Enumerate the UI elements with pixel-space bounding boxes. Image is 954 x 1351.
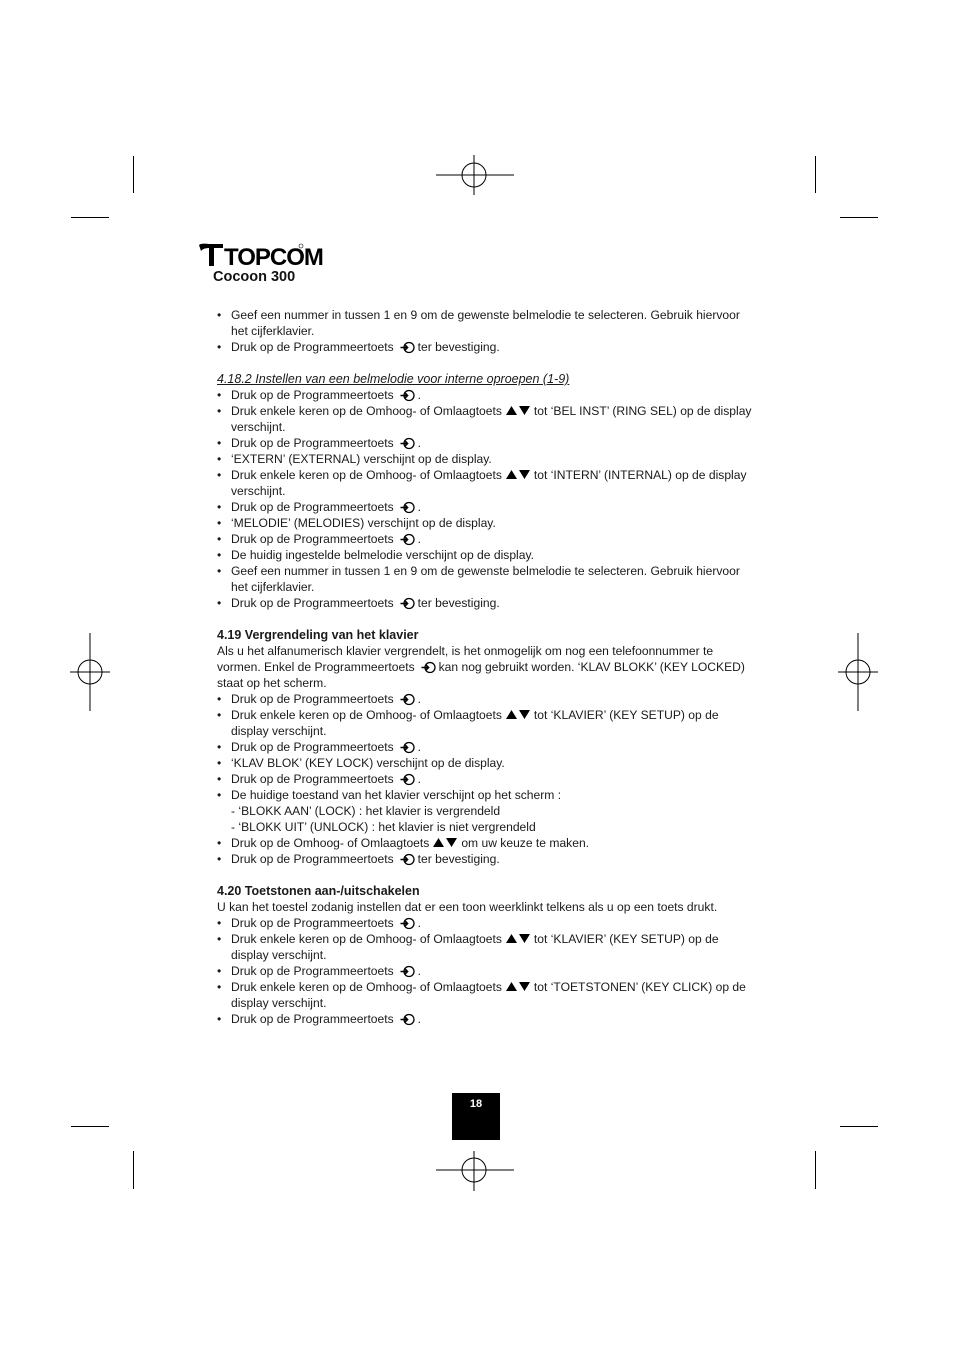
program-key-icon xyxy=(400,389,416,402)
program-key-icon xyxy=(400,341,416,354)
list-item: • Druk enkele keren op de Omhoog- of Omlaagtoets tot ‘INTERN’ (INTERNAL) op de display verschijnt. xyxy=(217,467,757,499)
list-item: • Druk op de Programmeertoets ter bevestiging. xyxy=(217,595,757,611)
crop-mark xyxy=(133,156,134,193)
crop-mark xyxy=(815,156,816,193)
registration-mark xyxy=(436,155,514,195)
list-item: • De huidige toestand van het klavier verschijnt op het scherm : - ‘BLOKK AAN’ (LOCK) : het klavier is vergrendeld - ‘BLOKK UIT’ (UNLOCK) : het klavier is niet vergrendeld xyxy=(217,787,757,835)
list-item: • Druk op de Programmeertoets . xyxy=(217,915,757,931)
list-item: • ‘KLAV BLOK’ (KEY LOCK) verschijnt op de display. xyxy=(217,755,757,771)
up-down-arrows-icon xyxy=(505,709,531,720)
model-name: Cocoon 300 xyxy=(213,269,296,285)
list-item: • Druk enkele keren op de Omhoog- of Omlaagtoets tot ‘KLAVIER’ (KEY SETUP) op de display verschijnt. xyxy=(217,707,757,739)
list-item: • Druk op de Programmeertoets . xyxy=(217,963,757,979)
crop-mark xyxy=(840,217,878,218)
program-key-icon xyxy=(400,437,416,450)
section-4-20-list xyxy=(217,915,757,1027)
up-down-arrows-icon xyxy=(505,405,531,416)
list-item: • Druk enkele keren op de Omhoog- of Omlaagtoets tot ‘KLAVIER’ (KEY SETUP) op de display verschijnt. xyxy=(217,931,757,963)
list-item: • Druk op de Programmeertoets . xyxy=(217,691,757,707)
crop-mark xyxy=(133,1151,134,1189)
program-key-icon xyxy=(400,917,416,930)
up-down-arrows-icon xyxy=(505,469,531,480)
program-key-icon xyxy=(400,773,416,786)
section-4-20-intro: U kan het toestel zodanig instellen dat er een toon weerklinkt telkens als u op een toets drukt. xyxy=(217,900,718,914)
program-key-icon xyxy=(400,501,416,514)
crop-mark xyxy=(840,1126,878,1127)
program-key-icon xyxy=(421,661,437,674)
up-down-arrows-icon xyxy=(505,933,531,944)
page-number: 18 xyxy=(469,1098,483,1110)
program-key-icon xyxy=(400,741,416,754)
section-heading-4-19: 4.19 Vergrendeling van het klavier xyxy=(217,628,419,642)
list-item: • Druk op de Programmeertoets . xyxy=(217,387,757,403)
program-key-icon xyxy=(400,533,416,546)
logo-brand-text: TOPCOM xyxy=(224,244,323,271)
program-key-icon xyxy=(400,693,416,706)
section-heading-4-18-2: 4.18.2 Instellen van een belmelodie voor interne oproepen (1-9) xyxy=(217,372,570,386)
list-item: • Druk op de Programmeertoets . xyxy=(217,531,757,547)
crop-mark xyxy=(815,1151,816,1189)
registration-mark xyxy=(436,1151,514,1191)
section-4-19-intro: Als u het alfanumerisch klavier vergrendelt, is het onmogelijk om nog een telefoonnummer te vormen. Enkel de Programmeertoets kan nog gebruikt worden. ‘KLAV BLOKK’ (KEY LOCKED) staat op het scherm. xyxy=(217,644,745,690)
program-key-icon xyxy=(400,853,416,866)
list-item: • Geef een nummer in tussen 1 en 9 om de gewenste belmelodie te selecteren. Gebruik hiervoor het cijferklavier. xyxy=(217,563,757,595)
program-key-icon xyxy=(400,597,416,610)
section-heading-4-20: 4.20 Toetstonen aan-/uitschakelen xyxy=(217,884,420,898)
manual-content xyxy=(217,307,757,1027)
list-item: • Druk op de Programmeertoets ter bevestiging. xyxy=(217,851,757,867)
program-key-icon xyxy=(400,965,416,978)
list-item: • ‘EXTERN’ (EXTERNAL) verschijnt op de display. xyxy=(217,451,757,467)
list-item: • Druk enkele keren op de Omhoog- of Omlaagtoets tot ‘TOETSTONEN’ (KEY CLICK) op de display verschijnt. xyxy=(217,979,757,1011)
list-item: • Druk op de Omhoog- of Omlaagtoets om uw keuze te maken. xyxy=(217,835,757,851)
program-key-icon xyxy=(400,1013,416,1026)
list-item: • De huidig ingestelde belmelodie verschijnt op de display. xyxy=(217,547,757,563)
list-item: • Druk enkele keren op de Omhoog- of Omlaagtoets tot ‘BEL INST’ (RING SEL) op de display verschijnt. xyxy=(217,403,757,435)
list-item: • Druk op de Programmeertoets . xyxy=(217,435,757,451)
registration-mark xyxy=(70,633,110,711)
crop-mark xyxy=(71,217,109,218)
registration-mark xyxy=(838,633,878,711)
up-down-arrows-icon xyxy=(432,837,458,848)
up-down-arrows-icon xyxy=(505,981,531,992)
crop-mark xyxy=(71,1126,109,1127)
topcom-logo xyxy=(197,242,323,271)
section-4-18-2-list xyxy=(217,387,757,611)
list-item: • Druk op de Programmeertoets . xyxy=(217,499,757,515)
list-item: • Druk op de Programmeertoets . xyxy=(217,739,757,755)
list-item: • Druk op de Programmeertoets . xyxy=(217,1011,757,1027)
section-4-19-list xyxy=(217,691,757,867)
intro-list xyxy=(217,307,757,355)
list-item: • Druk op de Programmeertoets ter bevestiging. xyxy=(217,339,757,355)
list-item: • Druk op de Programmeertoets . xyxy=(217,771,757,787)
list-item: • ‘MELODIE’ (MELODIES) verschijnt op de display. xyxy=(217,515,757,531)
page-number-box xyxy=(452,1093,500,1140)
list-item: • Geef een nummer in tussen 1 en 9 om de gewenste belmelodie te selecteren. Gebruik hiervoor het cijferklavier. xyxy=(217,307,757,339)
